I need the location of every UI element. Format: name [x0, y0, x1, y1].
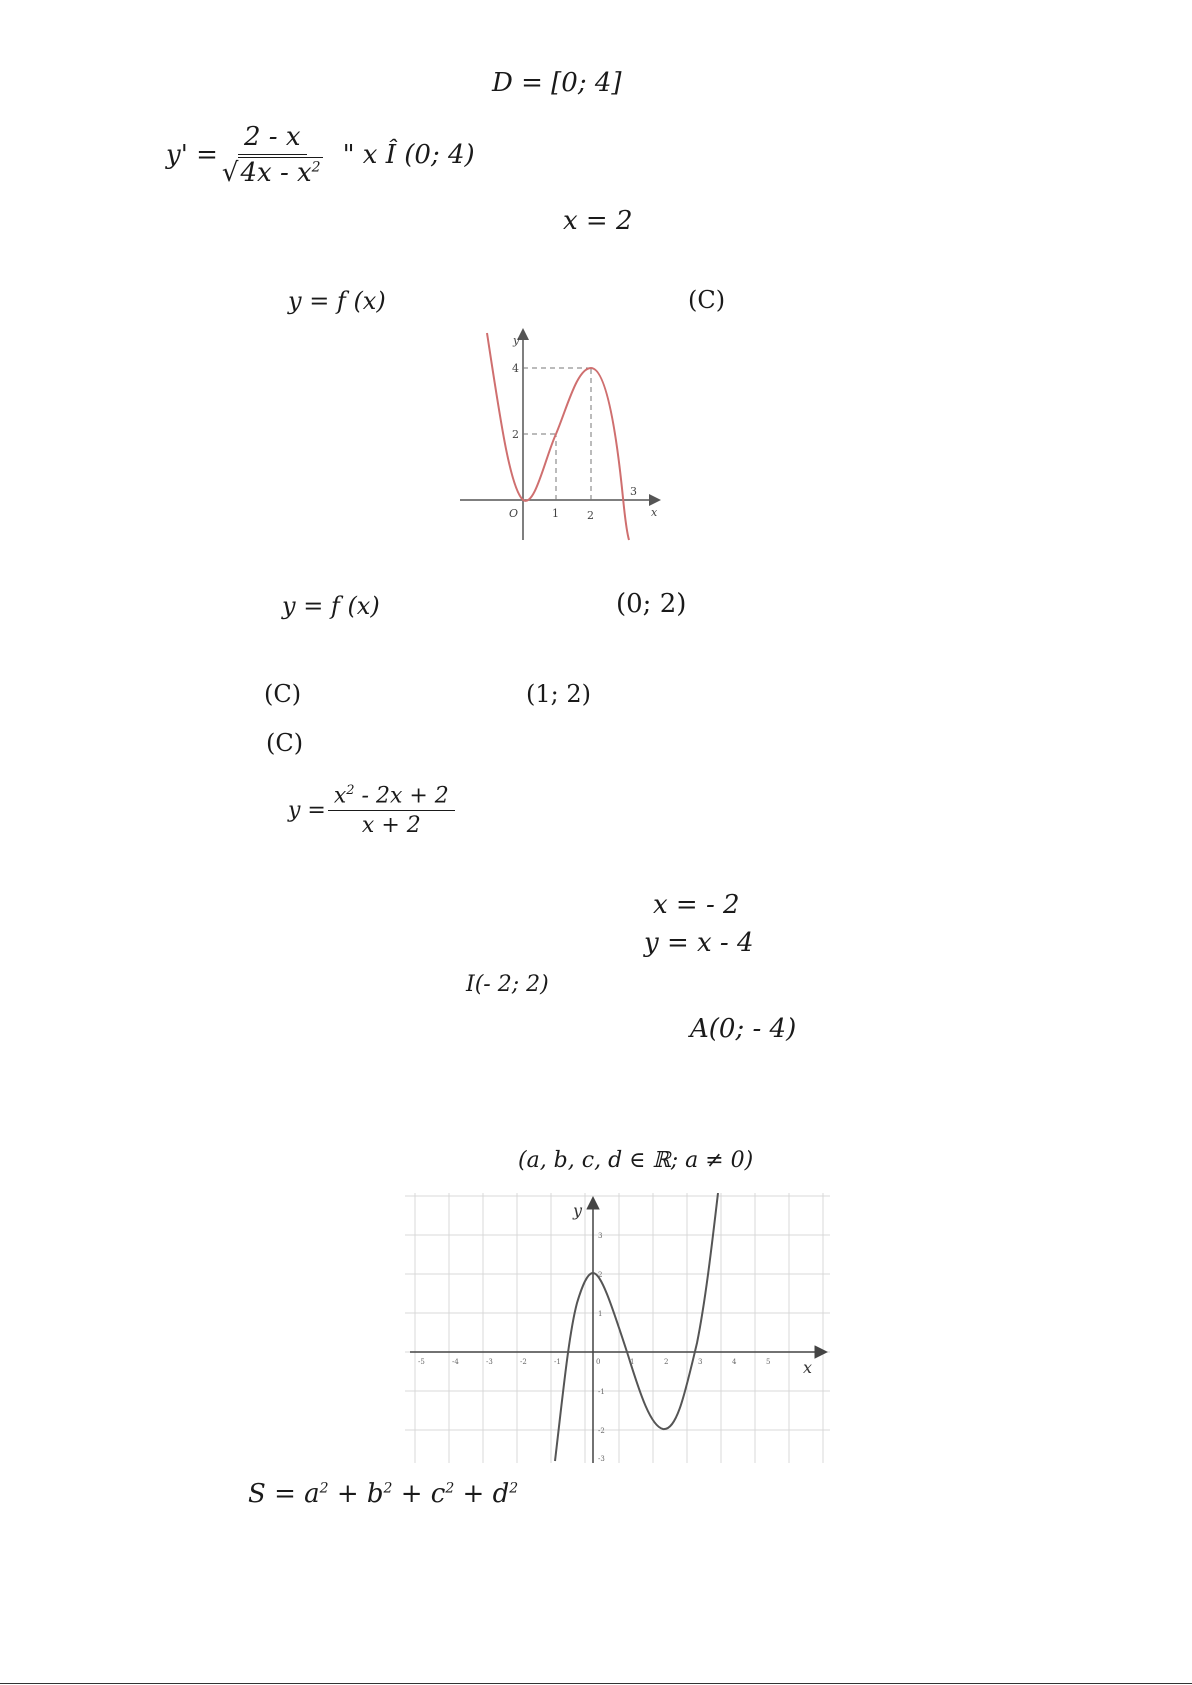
derivative-numerator: 2 - x	[238, 122, 307, 155]
interval-0-2: (0; 2)	[616, 589, 687, 619]
rational-numerator	[328, 783, 455, 811]
graph-2	[405, 1193, 830, 1463]
graph-1-xtick-2: 2	[587, 509, 594, 522]
graph-2-curve	[555, 1193, 718, 1461]
graph-2-ytick: -2	[598, 1427, 605, 1435]
numerator-exp: 2	[346, 783, 355, 798]
symmetry-center: I(- 2; 2)	[466, 972, 549, 997]
graph-2-x-label: x	[803, 1358, 813, 1377]
parameters: (a, b, c, d ∈ ℝ; a ≠ 0)	[518, 1148, 754, 1173]
graph-2-ytick: 2	[598, 1271, 603, 1279]
graph-2-xtick: 0	[596, 1358, 601, 1366]
s-term-d: + d	[454, 1479, 510, 1509]
oblique-asymptote: y = x - 4	[644, 928, 754, 958]
graph-1	[455, 328, 665, 543]
graph-1-ytick-2: 2	[512, 428, 519, 441]
sum-of-squares	[248, 1479, 518, 1509]
graph-2-xtick: -5	[418, 1358, 425, 1366]
derivative-lhs: y' =	[166, 140, 218, 170]
numerator-rest: - 2x + 2	[354, 783, 449, 809]
critical-point: x = 2	[563, 206, 633, 236]
graph-2-ytick: 3	[598, 1232, 603, 1240]
graph-2-xtick: 2	[664, 1358, 669, 1366]
page-bottom-rule	[0, 1683, 1192, 1684]
numerator-base: x	[333, 783, 347, 809]
graph-2-x-ticks	[418, 1358, 770, 1366]
graph-2-y-ticks	[598, 1232, 605, 1463]
graph-1-x-label: x	[651, 506, 658, 519]
s-term-c: + c	[392, 1479, 446, 1509]
s-term-a: S = a	[248, 1479, 320, 1509]
interval-1-2: (1; 2)	[526, 680, 591, 708]
graph-2-xtick: -3	[486, 1358, 493, 1366]
rational-function	[288, 783, 455, 838]
graph-2-xtick: 3	[698, 1358, 703, 1366]
graph-2-ytick: 1	[598, 1310, 603, 1318]
graph-2-y-label: y	[573, 1201, 583, 1220]
function-label-2: y = f (x)	[282, 592, 380, 620]
graph-2-xtick: -4	[452, 1358, 459, 1366]
rational-fraction	[328, 783, 455, 838]
vertical-asymptote: x = - 2	[653, 890, 740, 920]
derivative-expression	[166, 122, 475, 188]
graph-2-xtick: 5	[766, 1358, 771, 1366]
rational-denominator: x + 2	[361, 813, 421, 839]
exp: 2	[445, 1480, 455, 1497]
graph-2-xtick: -2	[520, 1358, 527, 1366]
graph-1-xtick-3: 3	[630, 485, 637, 498]
root-text: 4x - x	[240, 158, 312, 188]
derivative-denominator: $√4x - x^2$	[221, 158, 321, 188]
exp: 2	[319, 1480, 329, 1497]
root-exponent: 2	[311, 159, 321, 176]
graph-1-xtick-1: 1	[552, 507, 559, 520]
rational-lhs: y =	[288, 798, 326, 824]
graph-2-ytick: -3	[598, 1455, 605, 1463]
derivative-root-content	[238, 157, 322, 188]
curve-label-1: (C)	[688, 286, 726, 314]
curve-label-3: (C)	[266, 729, 304, 757]
graph-2-xtick: 1	[630, 1358, 635, 1366]
graph-1-y-label: y	[513, 334, 520, 347]
curve-label-2: (C)	[264, 680, 302, 708]
graph-2-grid	[405, 1193, 830, 1463]
point-a: A(0; - 4)	[690, 1014, 797, 1044]
graph-2-xtick: 4	[732, 1358, 737, 1366]
graph-1-origin: O	[509, 507, 519, 520]
exp: 2	[509, 1480, 519, 1497]
s-term-b: + b	[328, 1479, 384, 1509]
graph-2-xtick: -1	[554, 1358, 561, 1366]
derivative-condition: " x Î (0; 4)	[342, 140, 475, 170]
graph-2-ytick: -1	[598, 1388, 605, 1396]
graph-1-ytick-4: 4	[512, 362, 519, 375]
exp: 2	[383, 1480, 393, 1497]
domain-expression: D = [0; 4]	[492, 68, 622, 98]
derivative-fraction	[222, 122, 323, 188]
function-label-1: y = f (x)	[288, 287, 386, 315]
